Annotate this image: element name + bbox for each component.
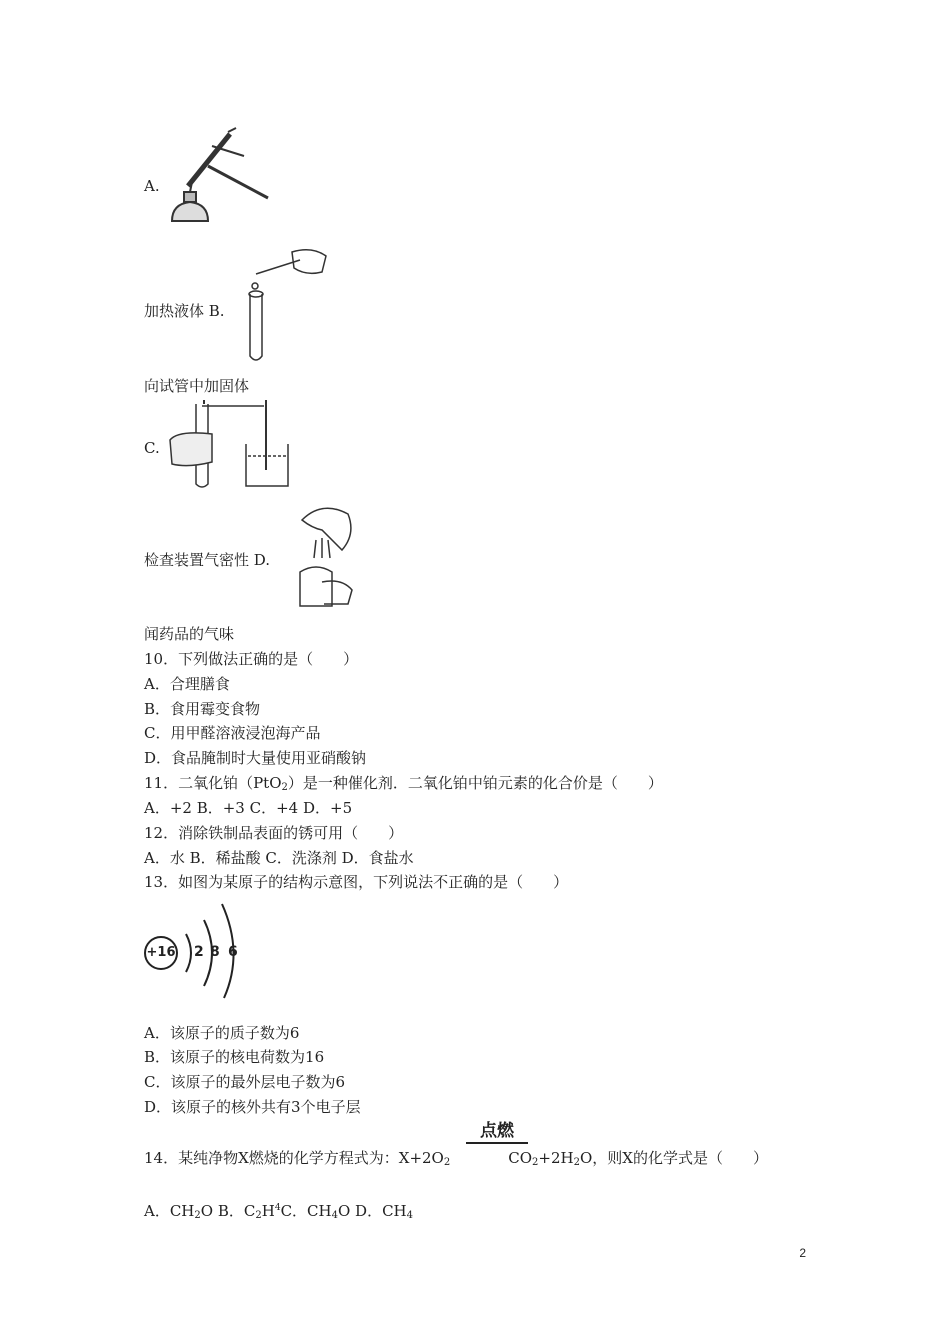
q10-option-b: B．食用霉变食物 — [144, 700, 261, 718]
q10-option-d: D．食品腌制时大量使用亚硝酸钠 — [144, 749, 367, 767]
q14-opt-b-sup: 4 — [274, 1203, 281, 1213]
q10-option-c: C．用甲醛溶液浸泡海产品 — [144, 724, 321, 742]
q12-options: A．水 B．稀盐酸 C．洗涤剂 D．食盐水 — [144, 849, 414, 867]
q14-opt-d: O D．CH — [337, 1202, 407, 1220]
q14-h2o: +2H — [538, 1149, 574, 1167]
q13-option-b: B．该原子的核电荷数为16 — [144, 1048, 325, 1066]
q14-h2o-subscript: 2 — [573, 1157, 580, 1168]
q14-opt-b-sub: 2 — [255, 1210, 262, 1221]
q14-stem — [144, 1148, 768, 1173]
q13-option-d: D．该原子的核外共有3个电子层 — [144, 1098, 361, 1116]
shell-1-electrons: 2 — [194, 944, 204, 960]
shell-3-electrons: 6 — [228, 944, 238, 960]
adding-solid-figure — [242, 246, 332, 364]
q14-opt-a: A．CH — [144, 1202, 195, 1220]
q14-opt-c: C．CH — [280, 1202, 332, 1220]
q11-stem — [144, 773, 663, 798]
q14-co2: CO — [508, 1149, 533, 1167]
q13-option-c: C．该原子的最外层电子数为6 — [144, 1073, 346, 1091]
q14-stem-pre: 14．某纯净物X燃烧的化学方程式为：X+2O — [144, 1149, 444, 1167]
q14-co2-subscript: 2 — [532, 1157, 539, 1168]
q13-option-a: A．该原子的质子数为6 — [144, 1024, 300, 1042]
q14-stem-post: O，则X的化学式是（ ） — [579, 1149, 768, 1167]
q9-c-label: C. — [144, 439, 160, 457]
q11-stem-post: ）是一种催化剂．二氧化铂中铂元素的化合价是（ ） — [287, 774, 663, 792]
q9-b-label: 加热液体 B. — [144, 302, 225, 320]
q9-b-caption: 向试管中加固体 — [144, 377, 250, 395]
q14-opt-b-h: H — [261, 1202, 275, 1220]
atom-structure-diagram — [144, 898, 248, 1000]
heating-liquid-figure — [168, 126, 276, 228]
q11-stem-pre: 11．二氧化铂（PtO — [144, 774, 282, 792]
q14-opt-b: O B．C — [200, 1202, 256, 1220]
q13-stem: 13．如图为某原子的结构示意图，下列说法不正确的是（ ） — [144, 873, 569, 891]
q11-subscript: 2 — [281, 782, 288, 793]
reaction-condition: 点燃 — [466, 1120, 528, 1144]
q9-d-caption: 闻药品的气味 — [144, 625, 235, 643]
q11-options: A．+2 B．+3 C．+4 D．+5 — [144, 799, 353, 817]
q14-o2-subscript: 2 — [443, 1157, 451, 1168]
nucleus-charge: +16 — [146, 945, 176, 960]
q12-stem: 12．消除铁制品表面的锈可用（ ） — [144, 824, 404, 842]
q14-options — [144, 1198, 413, 1226]
smelling-figure — [292, 500, 366, 612]
page-number: 2 — [799, 1246, 806, 1260]
q9-d-label: 检查装置气密性 D. — [144, 551, 271, 569]
q9-a-label: A. — [144, 177, 160, 195]
q14-opt-c-sub: 4 — [331, 1210, 338, 1221]
q14-opt-a-sub: 2 — [194, 1210, 201, 1221]
q10-option-a: A．合理膳食 — [144, 675, 230, 693]
shell-2-electrons: 8 — [210, 944, 220, 960]
q10-stem: 10．下列做法正确的是（ ） — [144, 650, 359, 668]
q14-opt-d-sub: 4 — [406, 1210, 414, 1221]
airtightness-check-figure — [168, 400, 292, 490]
